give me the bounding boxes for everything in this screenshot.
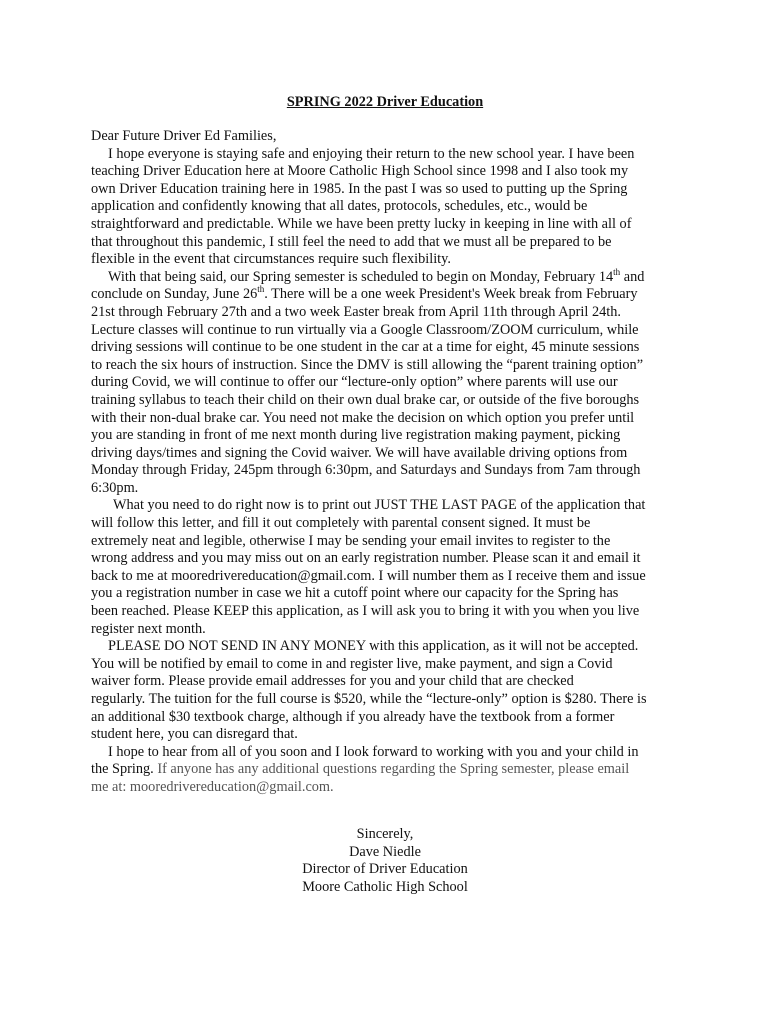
text-line: wrong address and you may miss out on an early registration number. Please scan it and email it (91, 550, 641, 567)
text-line: What you need to do right now is to print out JUST THE LAST PAGE of the application that (113, 497, 646, 514)
signature-block (0, 826, 770, 896)
text-line: I hope to hear from all of you soon and I look forward to working with you and your child in (108, 743, 639, 760)
text-line: you a registration number in case we hit a cutoff point where our capacity for the Spring has (91, 585, 619, 602)
text-line: 21st through February 27th and a two week Easter break from April 11th through April 24th. (91, 303, 621, 320)
text-line: that throughout this pandemic, I still feel the need to add that we must all be prepared to be (91, 233, 612, 250)
signer-name: Dave Niedle (349, 843, 421, 860)
text-line: an additional $30 textbook charge, although if you already have the textbook from a former (91, 708, 615, 725)
text-line: back to me at mooredrivereducation@gmail.com. I will number them as I receive them and issue (91, 567, 646, 584)
paragraph-1 (91, 146, 687, 269)
text-line: I hope everyone is staying safe and enjoying their return to the new school year. I have been (108, 145, 635, 162)
text-span: the Spring. (91, 761, 154, 778)
text-line: during Covid, we will continue to offer our “lecture-only option” where parents will use our (91, 374, 618, 391)
ordinal-suffix: th (613, 266, 621, 277)
text-span: . There will be a one week President's Week break from February (264, 286, 638, 303)
text-line: regularly. The tuition for the full course is $520, while the “lecture-only” option is $280. There is (91, 691, 647, 707)
text-line (91, 761, 687, 779)
letter-title: SPRING 2022 Driver Education (286, 94, 484, 110)
text-line (91, 286, 687, 304)
text-span: and (620, 268, 645, 285)
signer-role: Director of Driver Education (302, 861, 468, 878)
text-line: you are standing in front of me next month during live registration making payment, picking (91, 427, 621, 444)
text-span: With that being said, our Spring semester is scheduled to begin on Monday, February 14 (108, 268, 614, 285)
text-line: been reached. Please KEEP this application, as I will ask you to bring it with you when you live (91, 603, 640, 620)
text-line: flexible in the event that circumstances require such flexibility. (91, 251, 451, 268)
ordinal-suffix: th (257, 284, 265, 295)
text-line: straightforward and predictable. While we have been pretty lucky in keeping in line with all of (91, 215, 632, 232)
paragraph-3 (91, 497, 687, 638)
text-line-muted: me at: mooredrivereducation@gmail.com. (91, 778, 334, 795)
signer-school: Moore Catholic High School (302, 878, 468, 895)
text-line: with their non-dual brake car. You need not make the decision on which option you prefer until (91, 409, 635, 426)
text-line: Lecture classes will continue to run virtually via a Google Classroom/ZOOM curriculum, while (91, 321, 639, 338)
text-line: 6:30pm. (91, 479, 139, 496)
text-line: extremely neat and legible, otherwise I may be sending your email invites to register to the (91, 532, 611, 549)
text-line: student here, you can disregard that. (91, 726, 298, 743)
paragraph-5 (91, 744, 687, 797)
text-line: will follow this letter, and fill it out completely with parental consent signed. It must be (91, 515, 591, 532)
text-line: teaching Driver Education here at Moore Catholic High School since 1998 and I also took my (91, 163, 629, 180)
text-line: driving days/times and signing the Covid waiver. We will have available driving options from (91, 444, 628, 461)
text-line: waiver form. Please provide email addresses for you and your child that are checked (91, 673, 574, 690)
text-line: own Driver Education training here in 1985. In the past I was so used to putting up the Spring (91, 180, 628, 197)
text-line: application and confidently knowing that all dates, protocols, schedules, etc., would be (91, 198, 588, 215)
text-line: PLEASE DO NOT SEND IN ANY MONEY with this application, as it will not be accepted. (108, 638, 639, 655)
text-line: register next month. (91, 620, 206, 637)
text-line: training syllabus to teach their child on their own dual brake car, or outside of the five boroughs (91, 391, 640, 408)
text-span-muted: If anyone has any additional questions regarding the Spring semester, please email (153, 761, 630, 778)
text-line: driving sessions will continue to be one student in the car at a time for eight, 45 minute sessions (91, 339, 640, 356)
closing: Sincerely, (356, 826, 414, 842)
salutation: Dear Future Driver Ed Families, (91, 128, 277, 144)
text-span: conclude on Sunday, June 26 (91, 286, 258, 303)
text-line: Monday through Friday, 245pm through 6:30pm, and Saturdays and Sundays from 7am through (91, 462, 641, 479)
text-line: You will be notified by email to come in and register live, make payment, and sign a Covid (91, 655, 613, 672)
paragraph-4 (91, 638, 687, 744)
letter-body (91, 128, 687, 797)
text-line (91, 266, 687, 287)
paragraph-2 (91, 266, 687, 498)
text-line: to reach the six hours of instruction. Since the DMV is still allowing the “parent training option” (91, 356, 644, 373)
